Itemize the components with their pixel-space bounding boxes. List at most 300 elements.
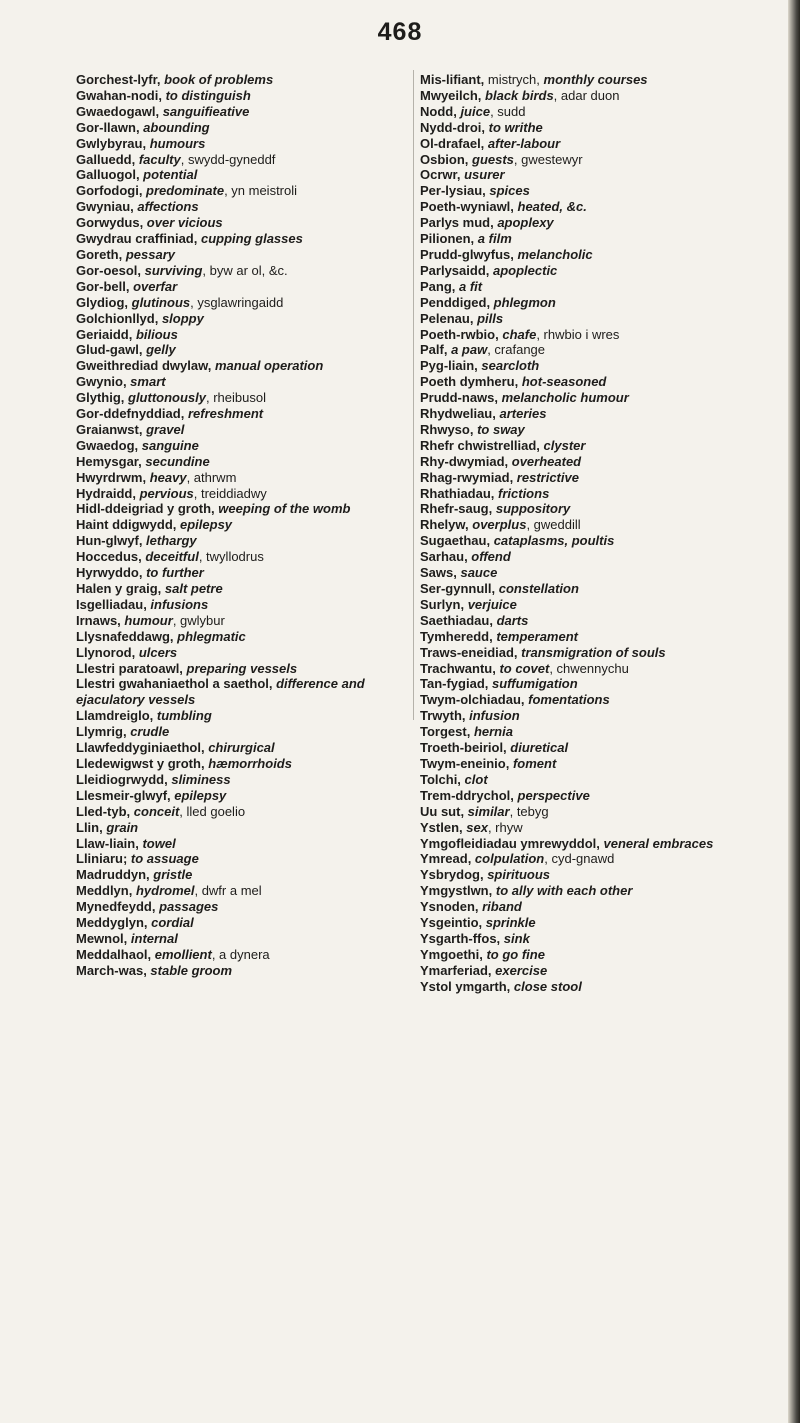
dictionary-entry xyxy=(76,915,406,931)
dictionary-entry xyxy=(420,88,752,104)
entry-headword: Mynedfeydd, xyxy=(76,899,160,915)
entry-headword: Ysnoden, xyxy=(420,899,483,915)
entry-note: , rhwbio i wres xyxy=(536,326,620,342)
entry-gloss: juice xyxy=(460,103,491,119)
entry-headword: Llamdreiglo, xyxy=(76,708,157,724)
dictionary-entry xyxy=(420,676,752,692)
dictionary-entry xyxy=(76,804,406,820)
entry-gloss: melancholic humour xyxy=(501,390,629,406)
dictionary-entry xyxy=(420,406,752,422)
entry-gloss: hydromel xyxy=(135,883,195,899)
dictionary-entry xyxy=(420,247,752,263)
entry-headword: Galluedd, xyxy=(76,151,139,167)
entry-headword: Isgelliadau, xyxy=(76,596,151,612)
entry-gloss: glutinous xyxy=(131,294,191,310)
entry-gloss: suppository xyxy=(495,501,571,517)
dictionary-entry xyxy=(76,517,406,533)
entry-gloss: guests xyxy=(472,151,514,167)
entry-headword: Ysgarth-ffos, xyxy=(420,930,504,946)
entry-gloss: chirurgical xyxy=(208,740,275,756)
dictionary-entry xyxy=(420,167,752,183)
entry-gloss: fomentations xyxy=(528,692,610,708)
entry-headword: Rhelyw, xyxy=(420,517,473,533)
entry-gloss: to go fine xyxy=(486,946,545,962)
entry-note: mistrych, xyxy=(487,72,544,87)
dictionary-entry xyxy=(420,708,752,724)
dictionary-entry xyxy=(76,676,406,708)
entry-gloss: gristle xyxy=(153,867,193,883)
dictionary-entry xyxy=(420,152,752,168)
entry-headword: Palf, xyxy=(420,342,452,358)
entry-headword: Prudd-glwyfus, xyxy=(420,246,518,262)
entry-headword: Sugaethau, xyxy=(420,533,494,549)
entry-headword: Hydraidd, xyxy=(76,485,140,501)
entry-headword: Ocrwr, xyxy=(420,167,465,183)
dictionary-entry xyxy=(76,422,406,438)
entry-headword: Rhwyso, xyxy=(420,421,478,437)
dictionary-entry xyxy=(420,279,752,295)
entry-gloss: overfar xyxy=(133,278,178,294)
entry-headword: Ymgystlwn, xyxy=(420,883,496,899)
dictionary-entry xyxy=(420,342,752,358)
entry-gloss: gravel xyxy=(146,421,185,437)
entry-headword: Saws, xyxy=(420,565,461,581)
dictionary-entry xyxy=(420,581,752,597)
dictionary-entry xyxy=(76,836,406,852)
dictionary-entry xyxy=(76,327,406,343)
dictionary-entry xyxy=(420,327,752,343)
dictionary-entry xyxy=(76,661,406,677)
entry-gloss: sanguine xyxy=(141,437,199,453)
entry-headword: Gor-oesol, xyxy=(76,262,145,278)
entry-headword: Sarhau, xyxy=(420,549,472,565)
dictionary-entry xyxy=(420,851,752,867)
entry-headword: Meddalhaol, xyxy=(76,946,155,962)
entry-headword: Llesmeir-glwyf, xyxy=(76,787,175,803)
entry-headword: Per-lysiau, xyxy=(420,183,490,199)
entry-gloss: pessary xyxy=(125,246,175,262)
entry-gloss: infusions xyxy=(150,596,209,612)
entry-headword: Haint ddigwydd, xyxy=(76,517,180,533)
entry-gloss: to assuage xyxy=(130,851,199,867)
entry-headword: Meddyglyn, xyxy=(76,915,152,931)
entry-gloss: epilepsy xyxy=(174,787,227,803)
entry-headword: Lledewigwst y groth, xyxy=(76,755,209,771)
entry-headword: Llestri gwahaniaethol a saethol, xyxy=(76,676,277,692)
entry-gloss: sauce xyxy=(460,565,498,581)
entry-gloss: crudle xyxy=(130,724,170,740)
dictionary-entry xyxy=(420,72,752,88)
dictionary-entry xyxy=(420,915,752,931)
entry-gloss: a paw xyxy=(451,342,488,358)
entry-headword: Rhy-dwymiad, xyxy=(420,453,512,469)
dictionary-entry xyxy=(76,740,406,756)
entry-headword: Llawfeddyginiaethol, xyxy=(76,740,209,756)
dictionary-entry xyxy=(420,533,752,549)
entry-gloss: infusion xyxy=(469,708,520,724)
entry-headword: Llymrig, xyxy=(76,724,131,740)
dictionary-entry xyxy=(420,804,752,820)
entry-gloss: smart xyxy=(130,374,166,390)
entry-note: , gweddill xyxy=(526,517,581,533)
entry-headword: Llin, xyxy=(76,819,107,835)
page-number: 468 xyxy=(377,18,423,46)
entry-gloss: to distinguish xyxy=(165,87,251,103)
entry-gloss: pervious xyxy=(139,485,194,501)
entry-gloss: sloppy xyxy=(161,310,204,326)
entry-gloss: overheated xyxy=(511,453,582,469)
dictionary-entry xyxy=(76,724,406,740)
column-divider xyxy=(413,70,414,720)
dictionary-entry xyxy=(420,565,752,581)
entry-gloss: foment xyxy=(512,755,557,771)
entry-gloss: passages xyxy=(159,899,219,915)
entry-headword: Gwaedogawl, xyxy=(76,103,163,119)
entry-gloss: verjuice xyxy=(467,596,517,612)
dictionary-entry xyxy=(76,342,406,358)
entry-gloss: tumbling xyxy=(156,708,212,724)
entry-note: , chwennychu xyxy=(549,660,629,676)
dictionary-entry xyxy=(76,167,406,183)
entry-headword: Meddlyn, xyxy=(76,883,136,899)
dictionary-entry xyxy=(420,756,752,772)
entry-headword: Poeth-wyniawl, xyxy=(420,199,518,215)
dictionary-entry xyxy=(420,979,752,995)
dictionary-entry xyxy=(76,963,406,979)
entry-gloss: hæmorrhoids xyxy=(208,755,292,771)
dictionary-entry xyxy=(420,311,752,327)
dictionary-entry xyxy=(76,120,406,136)
entry-headword: Parlys mud, xyxy=(420,215,498,231)
dictionary-entry xyxy=(420,963,752,979)
entry-gloss: phlegmatic xyxy=(177,628,246,644)
entry-headword: Gwahan-nodi, xyxy=(76,87,166,103)
entry-gloss: a film xyxy=(477,231,512,247)
entry-gloss: humours xyxy=(149,135,206,151)
entry-note: , cyd-gnawd xyxy=(544,851,615,867)
dictionary-entry xyxy=(76,708,406,724)
page-edge xyxy=(788,0,800,1423)
entry-headword: Troeth-beiriol, xyxy=(420,740,511,756)
entry-headword: Ystlen, xyxy=(420,819,467,835)
entry-headword: Parlysaidd, xyxy=(420,262,493,278)
dictionary-entry xyxy=(420,136,752,152)
dictionary-entry xyxy=(420,597,752,613)
entry-gloss: epilepsy xyxy=(180,517,233,533)
dictionary-entry xyxy=(76,629,406,645)
entry-headword: Torgest, xyxy=(420,724,474,740)
entry-gloss: similar xyxy=(467,803,510,819)
entry-headword: Rhefr-saug, xyxy=(420,501,496,517)
dictionary-entry xyxy=(420,390,752,406)
entry-gloss: lethargy xyxy=(146,533,197,549)
entry-gloss: to writhe xyxy=(488,119,543,135)
entry-gloss: colpulation xyxy=(474,851,545,867)
entry-headword: Ser-gynnull, xyxy=(420,581,499,596)
entry-headword: Ysgeintio, xyxy=(420,915,486,931)
dictionary-entry xyxy=(76,104,406,120)
dictionary-entry xyxy=(76,215,406,231)
entry-gloss: clyster xyxy=(543,437,586,453)
entry-headword: Gwynio, xyxy=(76,374,131,390)
dictionary-entry xyxy=(420,549,752,565)
entry-gloss: conceit xyxy=(133,803,180,819)
dictionary-entry xyxy=(76,152,406,168)
entry-gloss: difference and ejaculatory vessels xyxy=(76,676,365,708)
dictionary-entry xyxy=(420,788,752,804)
entry-headword: Gwlybyrau, xyxy=(76,135,150,151)
entry-gloss: potential xyxy=(143,167,198,183)
entry-headword: Glydiog, xyxy=(76,294,132,310)
entry-headword: Tymheredd, xyxy=(420,628,497,644)
entry-headword: Traws-eneidiad, xyxy=(420,644,522,660)
entry-note: , tebyg xyxy=(509,803,549,819)
dictionary-entry xyxy=(420,470,752,486)
dictionary-entry xyxy=(76,311,406,327)
entry-headword: Ymgoethi, xyxy=(420,946,487,962)
entry-headword: Goreth, xyxy=(76,246,126,262)
left-column xyxy=(76,72,406,979)
entry-headword: Hemysgar, xyxy=(76,453,146,469)
entry-note: , athrwm xyxy=(186,469,237,485)
entry-note: , rheibusol xyxy=(206,390,266,406)
entry-headword: Gor-ddefnyddiad, xyxy=(76,406,188,422)
dictionary-entry xyxy=(76,486,406,502)
entry-gloss: after-labour xyxy=(487,135,561,151)
entry-headword: Glythig, xyxy=(76,390,128,406)
entry-gloss: affections xyxy=(137,199,199,215)
entry-gloss: gelly xyxy=(146,342,176,358)
entry-gloss: perspective xyxy=(517,787,590,803)
dictionary-entry xyxy=(420,867,752,883)
dictionary-entry xyxy=(420,454,752,470)
entry-gloss: sprinkle xyxy=(485,915,536,931)
entry-gloss: faculty xyxy=(138,151,181,167)
entry-headword: Madruddyn, xyxy=(76,867,154,883)
entry-note: , yn meistroli xyxy=(224,183,298,199)
entry-headword: Poeth dymheru, xyxy=(420,374,522,390)
entry-headword: Geriaidd, xyxy=(76,326,136,342)
entry-headword: Trachwantu, xyxy=(420,660,500,676)
dictionary-entry xyxy=(420,104,752,120)
entry-headword: Twym-eneinio, xyxy=(420,755,513,771)
entry-gloss: book of problems xyxy=(164,72,274,87)
entry-gloss: to further xyxy=(146,565,204,581)
entry-gloss: black birds xyxy=(485,87,554,103)
entry-headword: Rhag-rwymiad, xyxy=(420,469,517,485)
entry-note: , gwestewyr xyxy=(513,151,583,167)
entry-gloss: riband xyxy=(482,899,522,915)
entry-headword: Mwyeilch, xyxy=(420,87,486,103)
entry-headword: Mewnol, xyxy=(76,930,131,946)
entry-note: , sudd xyxy=(490,103,526,119)
dictionary-entry xyxy=(76,438,406,454)
dictionary-entry xyxy=(76,820,406,836)
dictionary-entry xyxy=(420,724,752,740)
entry-headword: Llaw-liain, xyxy=(76,835,143,851)
dictionary-entry xyxy=(420,183,752,199)
entry-gloss: heavy xyxy=(149,469,187,485)
dictionary-entry xyxy=(76,931,406,947)
entry-note: , rhyw xyxy=(487,819,523,835)
entry-headword: Trem-ddrychol, xyxy=(420,787,518,803)
entry-gloss: exercise xyxy=(495,962,548,978)
dictionary-entry xyxy=(76,454,406,470)
entry-note: , a dynera xyxy=(211,946,270,962)
entry-gloss: spices xyxy=(489,183,530,199)
entry-headword: Llysnafeddawg, xyxy=(76,628,178,644)
entry-note: , ysglawringaidd xyxy=(190,294,284,310)
entry-gloss: to ally with each other xyxy=(495,883,633,899)
entry-headword: Poeth-rwbio, xyxy=(420,326,503,342)
entry-gloss: temperament xyxy=(496,628,578,644)
entry-headword: Hun-glwyf, xyxy=(76,533,147,549)
entry-headword: Nodd, xyxy=(420,103,461,119)
dictionary-entry xyxy=(76,581,406,597)
dictionary-entry xyxy=(420,836,752,852)
entry-headword: Uu sut, xyxy=(420,803,468,819)
dictionary-entry xyxy=(420,438,752,454)
entry-note: , lled goelio xyxy=(179,803,246,819)
entry-note: , adar duon xyxy=(553,87,620,103)
entry-gloss: emollient xyxy=(154,946,212,962)
dictionary-entry xyxy=(76,88,406,104)
entry-headword: Ymarferiad, xyxy=(420,962,496,978)
entry-note: , crafange xyxy=(487,342,546,358)
entry-gloss: weeping of the womb xyxy=(218,501,351,517)
entry-headword: Gorfodogi, xyxy=(76,183,147,199)
entry-headword: Gorwydus, xyxy=(76,215,147,231)
dictionary-entry xyxy=(420,613,752,629)
entry-headword: March-was, xyxy=(76,962,151,978)
entry-headword: Gweithrediad dwylaw, xyxy=(76,358,215,374)
dictionary-entry xyxy=(76,645,406,661)
entry-note: , treiddiadwy xyxy=(193,485,267,501)
entry-gloss: sliminess xyxy=(171,771,231,787)
entry-headword: Rhefr chwistrelliad, xyxy=(420,437,544,453)
entry-gloss: phlegmon xyxy=(493,294,556,310)
dictionary-entry xyxy=(76,533,406,549)
entry-gloss: usurer xyxy=(464,167,505,183)
entry-gloss: manual operation xyxy=(214,358,324,374)
entry-gloss: arteries xyxy=(499,406,547,422)
entry-gloss: diuretical xyxy=(510,740,569,756)
dictionary-entry xyxy=(420,661,752,677)
dictionary-entry xyxy=(76,247,406,263)
dictionary-entry xyxy=(76,374,406,390)
entry-headword: Twym-olchiadau, xyxy=(420,692,529,708)
dictionary-entry xyxy=(76,772,406,788)
dictionary-entry xyxy=(420,199,752,215)
entry-gloss: apoplectic xyxy=(492,262,558,278)
entry-gloss: salt petre xyxy=(164,581,223,596)
entry-gloss: a fit xyxy=(459,278,483,294)
entry-headword: Irnaws, xyxy=(76,612,125,628)
entry-headword: Pyg-liain, xyxy=(420,358,482,374)
entry-gloss: overplus xyxy=(472,517,527,533)
entry-gloss: veneral embraces xyxy=(603,835,714,851)
entry-headword: Ol-drafael, xyxy=(420,135,488,151)
entry-gloss: darts xyxy=(496,612,529,628)
dictionary-entry xyxy=(420,947,752,963)
dictionary-entry xyxy=(76,263,406,279)
entry-headword: Gor-llawn, xyxy=(76,119,144,135)
entry-headword: Rhydweliau, xyxy=(420,406,500,422)
entry-headword: Ysbrydog, xyxy=(420,867,488,883)
dictionary-entry xyxy=(420,645,752,661)
entry-headword: Ymread, xyxy=(420,851,475,867)
entry-headword: Pelenau, xyxy=(420,310,478,326)
entry-gloss: pills xyxy=(477,310,504,326)
dictionary-entry xyxy=(76,390,406,406)
dictionary-entry xyxy=(76,788,406,804)
dictionary-entry xyxy=(76,501,406,517)
dictionary-entry xyxy=(420,629,752,645)
dictionary-entry xyxy=(420,295,752,311)
dictionary-entry xyxy=(420,772,752,788)
entry-gloss: monthly courses xyxy=(543,72,648,87)
entry-headword: Mis-lifiant, xyxy=(420,72,488,87)
entry-gloss: hernia xyxy=(473,724,513,740)
entry-gloss: gluttonously xyxy=(128,390,206,406)
entry-note: , byw ar ol, &c. xyxy=(202,262,288,278)
dictionary-entry xyxy=(420,517,752,533)
entry-gloss: cordial xyxy=(151,915,194,931)
entry-gloss: grain xyxy=(106,819,139,835)
dictionary-entry xyxy=(420,501,752,517)
entry-gloss: over vicious xyxy=(146,215,223,231)
entry-headword: Lled-tyb, xyxy=(76,803,134,819)
entry-note: , dwfr a mel xyxy=(194,883,262,899)
entry-gloss: to sway xyxy=(477,421,525,437)
dictionary-entry xyxy=(76,295,406,311)
entry-headword: Surlyn, xyxy=(420,596,468,612)
entry-headword: Lliniaru; xyxy=(76,851,131,867)
entry-gloss: clot xyxy=(464,771,488,787)
entry-headword: Galluogol, xyxy=(76,167,144,183)
entry-headword: Penddiged, xyxy=(420,294,494,310)
dictionary-entry xyxy=(420,820,752,836)
dictionary-entry xyxy=(420,215,752,231)
dictionary-entry xyxy=(420,120,752,136)
entry-headword: Hwyrdrwm, xyxy=(76,469,150,485)
dictionary-entry xyxy=(420,422,752,438)
dictionary-entry xyxy=(76,549,406,565)
entry-gloss: deceitful xyxy=(145,549,199,565)
entry-gloss: ulcers xyxy=(138,644,178,660)
entry-gloss: constellation xyxy=(498,581,579,596)
dictionary-entry xyxy=(76,883,406,899)
dictionary-entry xyxy=(76,947,406,963)
entry-headword: Gwaedog, xyxy=(76,437,142,453)
entry-headword: Rhathiadau, xyxy=(420,485,499,501)
entry-note: , gwlybur xyxy=(172,612,225,628)
entry-headword: Hidl-ddeigriad y groth, xyxy=(76,501,219,517)
entry-gloss: frictions xyxy=(498,485,550,501)
entry-gloss: predominate xyxy=(146,183,225,199)
entry-headword: Trwyth, xyxy=(420,708,470,724)
entry-gloss: heated, &c. xyxy=(517,199,587,215)
entry-headword: Nydd-droi, xyxy=(420,119,489,135)
entry-gloss: searcloth xyxy=(481,358,540,374)
entry-gloss: offend xyxy=(471,549,511,565)
entry-headword: Graianwst, xyxy=(76,421,147,437)
entry-headword: Llynorod, xyxy=(76,644,139,660)
dictionary-entry xyxy=(420,740,752,756)
entry-note: , swydd-gyneddf xyxy=(180,151,276,167)
entry-headword: Glud-gawl, xyxy=(76,342,147,358)
entry-headword: Saethiadau, xyxy=(420,612,497,628)
